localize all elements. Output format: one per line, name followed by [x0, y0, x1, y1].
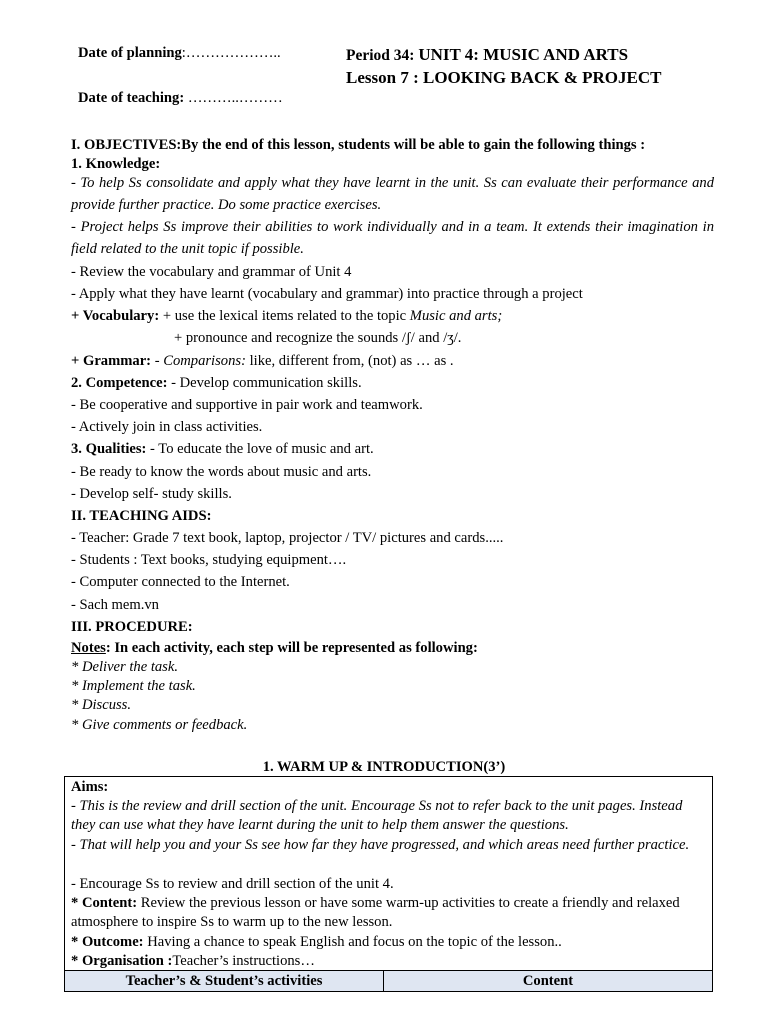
planning-dots: :……………….. — [181, 45, 281, 61]
objectives-heading: I. OBJECTIVES:By the end of this lesson, students will be able to gain the following things : — [71, 137, 646, 153]
period-title: Period 34: UNIT 4: MUSIC AND ARTS — [346, 45, 629, 64]
outcome-line: * Outcome: Having a chance to speak English and focus on the topic of the lesson.. — [71, 934, 562, 950]
step-2: * Implement the task. — [71, 678, 196, 694]
teaching-dots: ………..……… — [184, 90, 283, 106]
knowledge-item-1: - To help Ss consolidate and apply what they have learnt in the unit. Ss can evaluate their performance and provide further practice. Do some practice exercises. — [71, 175, 714, 213]
step-4: * Give comments or feedback. — [71, 717, 248, 733]
competence-item-2: - Be cooperative and supportive in pair work and teamwork. — [71, 397, 423, 413]
vocabulary-line-2: + pronounce and recognize the sounds /ʃ/ and /ʒ/. — [174, 330, 462, 346]
col-content: Content — [522, 973, 574, 989]
competence-item-3: - Actively join in class activities. — [71, 419, 263, 435]
knowledge-item-2: - Project helps Ss improve their abilities to work individually and in a team. It extends their imagination in field related to the unit topic if possible. — [71, 219, 714, 257]
qualities-item-2: - Be ready to know the words about music and arts. — [71, 464, 372, 480]
qualities-item-3: - Develop self- study skills. — [71, 486, 232, 502]
knowledge-item-4: - Apply what they have learnt (vocabulary and grammar) into practice through a project — [71, 286, 583, 302]
organisation-line: * Organisation :Teacher’s instructions… — [71, 953, 315, 969]
aids-item-3: - Computer connected to the Internet. — [71, 574, 290, 590]
content-line: * Content: Review the previous lesson or have some warm-up activities to create a friendly and relaxed atmosphere to inspire Ss to warm up to the new lesson. — [71, 895, 680, 931]
teaching-label: Date of teaching: — [78, 90, 185, 106]
teaching-date — [78, 90, 283, 107]
procedure-heading: III. PROCEDURE: — [71, 619, 193, 635]
qualities-line: 3. Qualities: - To educate the love of music and art. — [71, 441, 374, 457]
col-activities: Teacher’s & Student’s activities — [65, 971, 384, 991]
activities-table-header — [64, 970, 713, 992]
grammar-line: + Grammar: - Comparisons: like, different from, (not) as … as . — [71, 353, 454, 369]
vocabulary-line: + Vocabulary: + use the lexical items related to the topic Music and arts; — [71, 308, 503, 324]
competence-line: 2. Competence: - Develop communication skills. — [71, 375, 362, 391]
aim-1: - This is the review and drill section of the unit. Encourage Ss not to refer back to the unit pages. Instead they can use what they have learnt during the unit to help them answer the questions. — [71, 798, 683, 834]
planning-date — [78, 45, 281, 62]
notes-line: Notes: In each activity, each step will be represented as following: — [71, 640, 478, 656]
aids-item-4: - Sach mem.vn — [71, 597, 159, 613]
aids-heading: II. TEACHING AIDS: — [71, 508, 212, 524]
lesson-title: Lesson 7 : LOOKING BACK & PROJECT — [346, 68, 662, 87]
planning-label: Date of planning — [78, 45, 182, 61]
knowledge-item-3: - Review the vocabulary and grammar of Unit 4 — [71, 264, 352, 280]
step-1: * Deliver the task. — [71, 659, 178, 675]
aim-2: - That will help you and your Ss see how far they have progressed, and which areas need further practice. — [71, 837, 690, 853]
warmup-title: 1. WARM UP & INTRODUCTION(3’) — [262, 759, 506, 775]
aids-item-1: - Teacher: Grade 7 text book, laptop, projector / TV/ pictures and cards..... — [71, 530, 504, 546]
knowledge-heading: 1. Knowledge: — [71, 156, 161, 172]
step-3: * Discuss. — [71, 697, 131, 713]
aim-3: - Encourage Ss to review and drill section of the unit 4. — [71, 876, 394, 892]
aims-label: Aims: — [71, 779, 109, 795]
aids-item-2: - Students : Text books, studying equipment…. — [71, 552, 347, 568]
